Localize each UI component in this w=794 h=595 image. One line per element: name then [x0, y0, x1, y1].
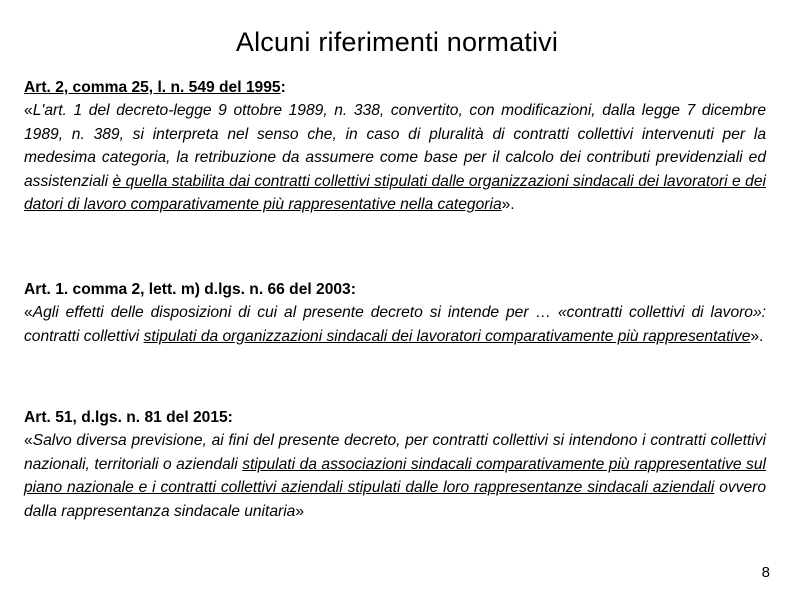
close-quote: ». — [501, 196, 515, 214]
quote-text-after: ovvero dalla rappresentanza sindacale unitaria — [24, 479, 766, 520]
quote-text: L'art. 1 del decreto-legge 9 ottobre 1989, n. 338, convertito, con modificazioni, dalla legge 7 dicembre 1989, n. 389, si interpreta nel senso che, in caso di pluralità di contratti collettivi intervenuti per la medesima categoria, la retribuzione da assumere come base per il calcolo dei contributi previdenziali ed assistenziali — [24, 102, 766, 190]
quote-underlined-text: stipulati da organizzazioni sindacali dei lavoratori comparativamente più rappresentative — [143, 327, 751, 345]
close-quote: » — [295, 502, 305, 520]
page-title: Alcuni riferimenti normativi — [235, 27, 559, 57]
section-art-1-dlgs-66-2003 — [24, 278, 766, 348]
heading-text: Art. 2, comma 25, l. n. 549 del 1995 — [24, 79, 281, 96]
section-art-51-dlgs-81-2015 — [24, 406, 766, 523]
section-heading — [24, 76, 766, 99]
open-quote: « — [24, 432, 33, 450]
open-quote: « — [24, 304, 33, 322]
section-quote — [24, 301, 766, 348]
section-quote — [24, 99, 766, 216]
quote-underlined-text: è quella stabilita dai contratti collettivi stipulati dalle organizzazioni sindacali dei lavoratori e dei datori di lavoro comparativamente più rappresentative nella categoria — [24, 172, 766, 214]
close-quote: ». — [750, 327, 764, 345]
section-quote — [24, 429, 766, 523]
page-number: 8 — [761, 564, 770, 581]
section-heading: Art. 51, d.lgs. n. 81 del 2015: — [24, 409, 233, 426]
quote-text: Salvo diversa previsione, ai fini del presente decreto, per contratti collettivi si intendono i contratti collettivi nazionali, territoriali o aziendali — [24, 432, 766, 473]
open-quote: « — [24, 102, 33, 120]
section-heading: Art. 1. comma 2, lett. m) d.lgs. n. 66 del 2003: — [24, 281, 356, 298]
section-art-2-l-549-1995 — [24, 76, 766, 216]
quote-underlined-text: stipulati da associazioni sindacali comparativamente più rappresentative sul piano nazionale e i contratti collettivi aziendali stipulati dalle loro rappresentanze sindacali aziendali — [24, 455, 766, 497]
heading-suffix: : — [280, 79, 286, 96]
quote-text: Agli effetti delle disposizioni di cui al presente decreto si intende per … «contratti collettivi di lavoro»: contratti collettivi — [24, 304, 766, 345]
